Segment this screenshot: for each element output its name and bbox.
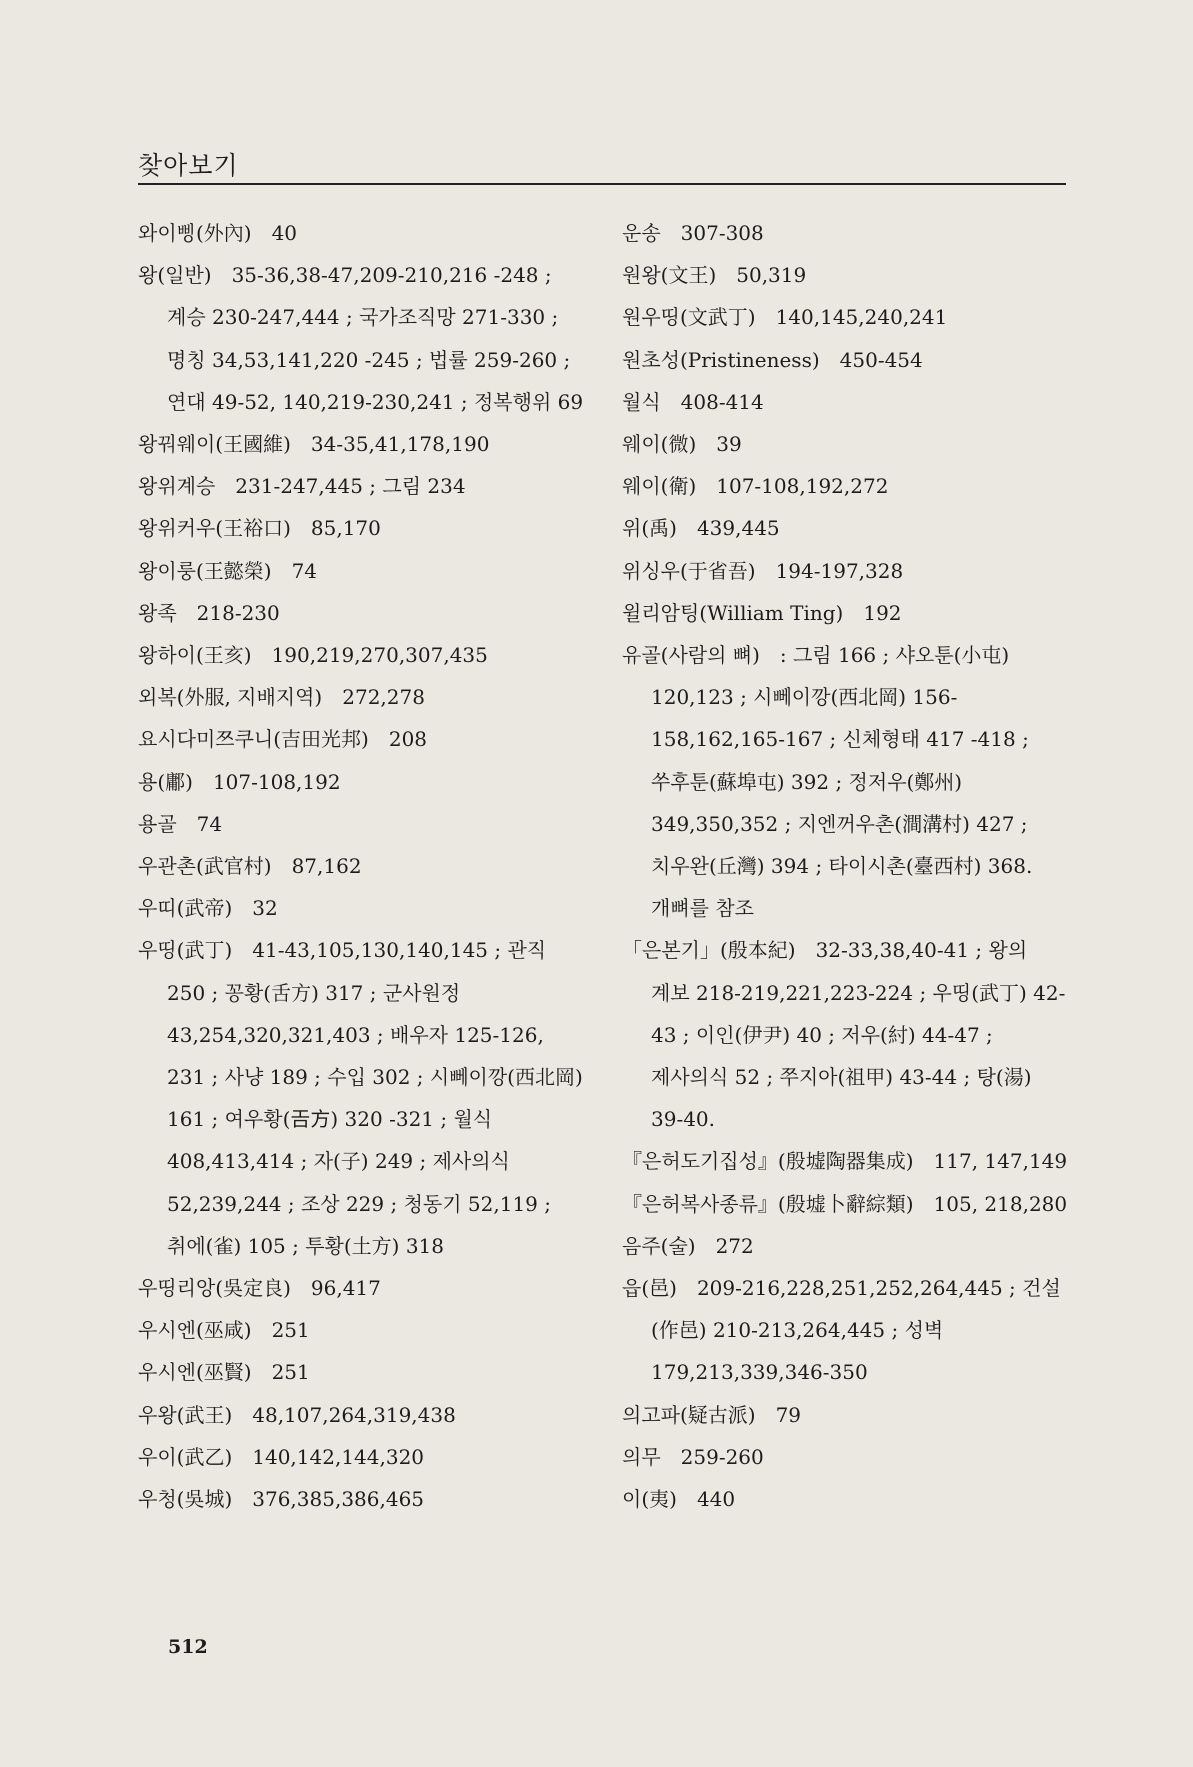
index-entry [138,212,584,254]
index-term: 요시다미쯔쿠니(吉田光邦) [138,727,369,752]
index-term: 우이(武乙) [138,1444,233,1469]
index-page-refs: 79 [775,1402,802,1427]
index-page-refs: 272,278 [342,685,425,710]
index-page-refs: 32-33,38,40-41 ; 왕의 계보 218-219,221,223-224 ; 우띵(武丁) 42-43 ; 이인(伊尹) 40 ; 저우(紂) 44-47 ; 제사의식 52 ; 쭈지아(祖甲) 43-44 ; 탕(湯) 39-40. [651,938,1066,1132]
index-column-left [138,212,584,1520]
index-page-refs: 41-43,105,130,140,145 ; 관직 250 ; 꽁황(舌方) 317 ; 군사원정 43,254,320,321,403 ; 배우자 125-126, 231 ; 사냥 189 ; 수입 302 ; 시뻬이깡(西北岡) 161 ; 여우황(𢀛方) 320 -321 ; 월식 408,413,414 ; 자(子) 249 ; 제사의식 52,239,244 ; 조상 229 ; 청동기 52,119 ; 취에(雀) 105 ; 투황(土方) 318 [167,938,583,1258]
index-term: 우관촌(武官村) [138,854,272,879]
index-term: 우시엔(巫賢) [138,1360,252,1385]
index-term: 위(禹) [622,516,677,541]
index-entry [138,887,584,929]
index-entry [138,634,584,676]
index-page-refs: 107-108,192 [212,769,341,794]
index-entry [138,718,584,760]
index-term: 의무 [622,1444,661,1469]
index-page-refs: 376,385,386,465 [252,1487,425,1512]
index-term: 원초성(Pristineness) [622,347,820,372]
index-entry [622,296,1068,338]
index-term: 이(夷) [622,1487,677,1512]
index-entry [622,1140,1068,1182]
index-entry [622,1436,1068,1478]
index-entry [622,1394,1068,1436]
index-term: 유골(사람의 뼈) [622,643,760,668]
index-page-refs: 440 [696,1487,736,1512]
index-term: 우청(吳城) [138,1487,233,1512]
index-entry [622,550,1068,592]
index-entry [622,1478,1068,1520]
index-entry [622,634,1068,929]
index-page-refs: 140,142,144,320 [252,1444,425,1469]
index-page-refs: 272 [715,1233,754,1258]
index-page-refs: 48,107,264,319,438 [252,1402,456,1427]
index-entry [138,507,584,549]
page-number: 512 [168,1636,208,1658]
index-entry [622,1183,1068,1225]
index-term: 우띠(武帝) [138,896,233,921]
index-entry [138,1267,584,1309]
index-page-refs: 251 [271,1360,310,1385]
index-entry [622,1267,1068,1394]
index-page-refs: 209-216,228,251,252,264,445 ; 건설(作邑) 210-213,264,445 ; 성벽 179,213,339,346-350 [651,1276,1061,1385]
index-page-refs: 107-108,192,272 [716,474,889,499]
index-term: 원우띵(文武丁) [622,305,756,330]
index-term: 의고파(疑古派) [622,1402,756,1427]
index-page-refs: 190,219,270,307,435 [271,643,488,668]
index-term: 위싱우(于省吾) [622,558,756,583]
index-entry [622,592,1068,634]
index-term: 왕족 [138,600,177,625]
index-term: 웨이(微) [622,432,697,457]
index-entry [622,465,1068,507]
index-page-refs: 439,445 [696,516,780,541]
index-page-refs: 218-230 [196,600,280,625]
index-term: 왕(일반) [138,263,212,288]
index-term: 왕하이(王亥) [138,643,252,668]
index-entry [138,1394,584,1436]
index-page-refs: 450-454 [839,347,923,372]
index-entry [138,1309,584,1351]
index-term: 왕위커우(王裕口) [138,516,291,541]
index-term: 왕꿔웨이(王國維) [138,432,291,457]
index-term: 왕위계승 [138,474,216,499]
index-page-refs: 231-247,445 ; 그림 234 [235,474,466,499]
index-term: 용(鄘) [138,769,193,794]
index-page-refs: 251 [271,1318,310,1343]
index-entry [138,592,584,634]
index-page-refs: 39 [716,432,742,457]
index-term: 운송 [622,221,661,245]
index-term: 월식 [622,389,661,414]
index-term: 「은본기」(殷本紀) [622,938,796,963]
index-entry [622,929,1068,1140]
index-entry [622,1225,1068,1267]
index-page-refs: 96,417 [310,1276,381,1301]
index-page-refs: 34-35,41,178,190 [310,432,490,457]
index-page-refs: 35-36,38-47,209-210,216 -248 ; 계승 230-247,444 ; 국가조직망 271-330 ; 명칭 34,53,141,220 -245 ; 법률 259-260 ; 연대 49-52, 140,219-230,241 ; 정복행위 69 [167,263,584,414]
index-term: 읍(邑) [622,1276,677,1301]
index-entry [138,845,584,887]
index-entry [138,676,584,718]
index-entry [138,1478,584,1520]
index-term: 원왕(文王) [622,263,717,288]
index-entry [622,423,1068,465]
index-term: 우왕(武王) [138,1402,233,1427]
index-term: 『은허복사종류』(殷墟卜辭綜類) [622,1191,914,1216]
index-page-refs: 85,170 [310,516,381,541]
index-page-refs: 105, 218,280 [933,1191,1068,1216]
index-page-refs: 32 [252,896,278,921]
index-entry [622,254,1068,296]
index-term: 『은허도기집성』(殷墟陶器集成) [622,1149,914,1174]
index-entry [138,465,584,507]
index-entry [138,254,584,423]
index-page-refs: 408-414 [680,389,764,414]
index-entry [622,339,1068,381]
index-entry [138,761,584,803]
index-term: 우시엔(巫咸) [138,1318,252,1343]
index-page-refs: 50,319 [736,263,807,288]
index-entry [138,1351,584,1393]
index-page-refs: 87,162 [291,854,362,879]
index-page-refs: 307-308 [680,221,764,245]
index-entry [138,550,584,592]
index-page-refs: : 그림 166 ; 샤오툰(小屯) 120,123 ; 시뻬이깡(西北岡) 156-158,162,165-167 ; 신체형태 417 -418 ; 쑤후툰(蘇埠屯) 392 ; 정저우(鄭州) 349,350,352 ; 지엔꺼우촌(澗溝村) 427 ; 치우완(丘灣) 394 ; 타이시촌(臺西村) 368. 개뼈를 참조 [651,643,1033,921]
index-entry [138,423,584,465]
index-entry [138,929,584,1267]
index-page-refs: 140,145,240,241 [775,305,948,330]
index-page-refs: 74 [291,558,318,583]
index-term: 음주(술) [622,1233,696,1258]
index-entry [138,1436,584,1478]
index-term: 웨이(衛) [622,474,697,499]
index-term: 왕이룽(王懿榮) [138,558,272,583]
index-term: 우띵(武丁) [138,938,233,963]
index-page-refs: 40 [271,221,298,245]
index-entry [622,381,1068,423]
index-page-refs: 194-197,328 [775,558,904,583]
index-page-refs: 208 [388,727,428,752]
index-term: 우띵리앙(吳定良) [138,1276,291,1301]
index-page-refs: 259-260 [680,1444,764,1469]
index-page-refs: 74 [196,811,223,836]
index-term: 외복(外服, 지배지역) [138,685,323,710]
header-rule [138,183,1066,185]
page-header-title: 찾아보기 [138,151,239,180]
index-entry [138,803,584,845]
index-page-refs: 117, 147,149 [933,1149,1068,1174]
index-column-right [622,212,1068,1520]
index-entry [622,507,1068,549]
index-term: 와이삥(外內) [138,221,252,245]
index-term: 용골 [138,811,177,836]
index-term: 윌리암팅(William Ting) [622,600,844,625]
index-entry [622,212,1068,254]
index-page-refs: 192 [863,600,902,625]
